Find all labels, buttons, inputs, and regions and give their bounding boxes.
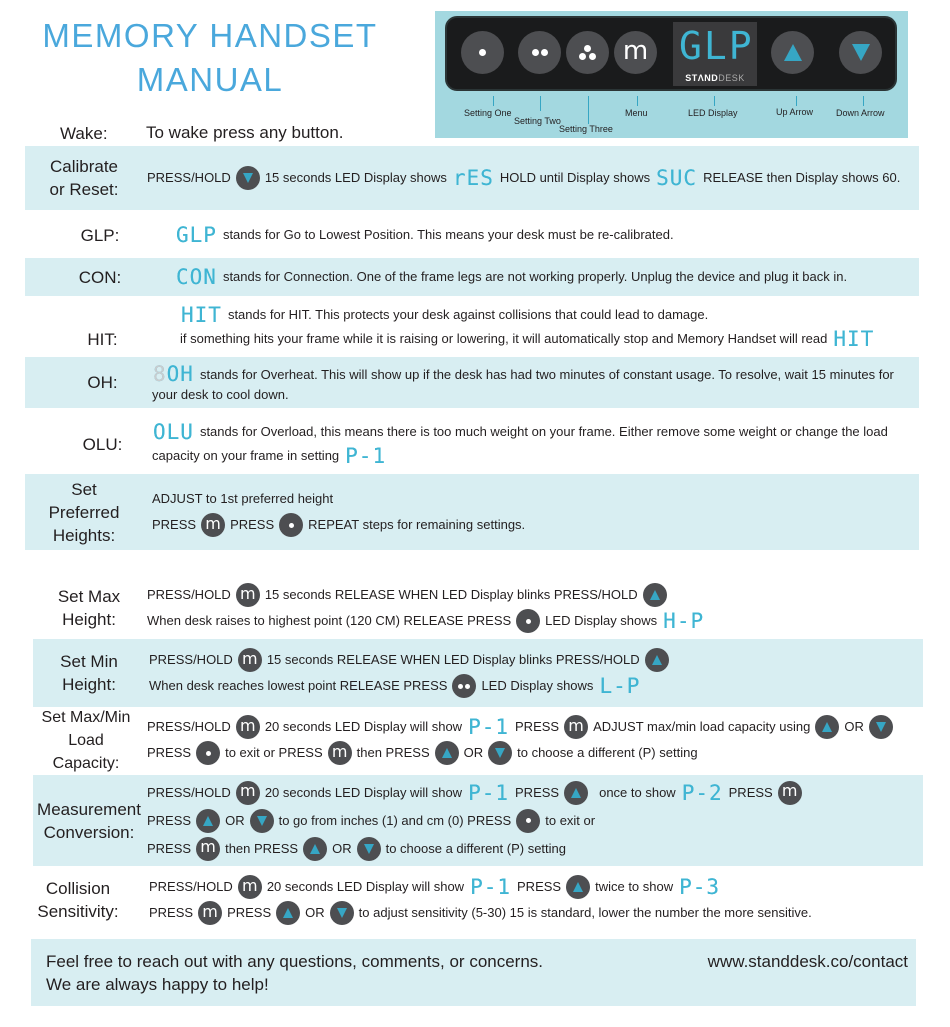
menu-m-icon: m <box>328 741 352 765</box>
led-glp: GLP <box>176 223 217 247</box>
min-height-content: PRESS/HOLD m 15 seconds RELEASE WHEN LED Display blinks PRESS/HOLD When desk reaches lowest point RELEASE PRESS LED Display shows L-P <box>149 647 669 699</box>
up-arrow-icon <box>643 583 667 607</box>
led-p1: P-1 <box>470 875 512 899</box>
led-p1: P-1 <box>468 715 510 739</box>
load-capacity-row <box>33 708 923 772</box>
oh-label: OH: <box>87 373 118 392</box>
setting-two-button <box>518 31 561 74</box>
up-arrow-button <box>771 31 814 74</box>
menu-m-icon: m <box>236 583 260 607</box>
setting-one-label: Setting One <box>464 108 512 118</box>
menu-m-icon: m <box>236 715 260 739</box>
max-height-label: Set Max Height: <box>57 587 121 629</box>
up-arrow-icon <box>784 44 802 61</box>
down-arrow-button <box>839 31 882 74</box>
led-p3: P-3 <box>679 875 721 899</box>
led-display-text: GLP <box>679 24 754 68</box>
collision-label: Collision Sensitivity: <box>37 879 119 921</box>
footer <box>31 939 916 1006</box>
two-dot-icon <box>541 49 548 56</box>
oh-row <box>25 357 919 408</box>
contact-link[interactable]: www.standdesk.co/contact <box>707 952 908 971</box>
setting-one-icon <box>279 513 303 537</box>
collision-row <box>33 872 923 928</box>
olu-content: OLU stands for Overload, this means there is too much weight on your frame. Either remove some weight or change the load capacity on your frame in setting P-1 <box>152 420 888 468</box>
led-hit: HIT <box>181 303 222 327</box>
hit-label: HIT: <box>87 329 118 349</box>
load-capacity-content: PRESS/HOLD m 20 seconds LED Display will show P-1 PRESS m ADJUST max/min load capacity using OR PRESS to exit or PRESS m then PRESS OR to choose a different (P) setting <box>147 714 893 766</box>
setting-one-icon <box>516 809 540 833</box>
menu-m-icon: m <box>238 648 262 672</box>
led-hp: H-P <box>663 609 705 633</box>
measurement-row <box>33 775 923 866</box>
title-line-1: MEMORY HANDSET <box>42 17 378 54</box>
down-arrow-icon <box>869 715 893 739</box>
setting-one-icon <box>196 741 220 765</box>
down-arrow-icon <box>236 166 260 190</box>
footer-line-2: We are always happy to help! <box>46 975 269 994</box>
measurement-content: PRESS/HOLD m 20 seconds LED Display will show P-1 PRESS once to show P-2 PRESS m PRESS OR to go from inches (1) and cm (0) PRESS to exit or PRESS m then PRESS OR to choose a different (P) setting <box>147 779 802 863</box>
menu-m-icon: m <box>198 901 222 925</box>
menu-m-icon: m <box>236 781 260 805</box>
menu-m-icon: m <box>778 781 802 805</box>
up-arrow-icon <box>566 875 590 899</box>
wake-row <box>60 120 344 146</box>
up-arrow-icon <box>815 715 839 739</box>
led-p1: P-1 <box>468 780 510 805</box>
menu-m-icon: m <box>238 875 262 899</box>
down-arrow-icon <box>488 741 512 765</box>
con-content: CON stands for Connection. One of the frame legs are not working properly. Unplug the device and plug it back in. <box>176 265 848 289</box>
max-height-content: PRESS/HOLD m 15 seconds RELEASE WHEN LED Display blinks PRESS/HOLD When desk raises to highest point (120 CM) RELEASE PRESS LED Display shows H-P <box>147 583 705 633</box>
down-arrow-icon <box>250 809 274 833</box>
led-p2: P-2 <box>681 780 723 805</box>
measurement-label: Measurement Conversion: <box>37 799 141 842</box>
preferred-row <box>25 474 919 550</box>
setting-one-button <box>461 31 504 74</box>
preferred-label: Set Preferred Heights: <box>48 479 120 545</box>
up-arrow-icon <box>276 901 300 925</box>
min-height-row <box>33 639 923 707</box>
down-arrow-icon <box>357 837 381 861</box>
max-height-row <box>33 580 923 636</box>
load-capacity-label: Set Max/Min Load Capacity: <box>41 708 131 772</box>
glp-label: GLP: <box>80 225 120 245</box>
olu-label: OLU: <box>82 434 123 454</box>
title-line-2: MANUAL <box>136 61 284 98</box>
up-arrow-icon <box>196 809 220 833</box>
led-olu: OLU <box>153 420 194 444</box>
down-arrow-label: Down Arrow <box>836 108 885 118</box>
led-p1: P-1 <box>345 444 387 468</box>
setting-two-icon <box>452 674 476 698</box>
wake-label: Wake: <box>60 123 108 143</box>
collision-content: PRESS/HOLD m 20 seconds LED Display will show P-1 PRESS twice to show P-3 PRESS m PRESS OR to adjust sensitivity (5-30) 15 is standard, lower the number the more sensitive. <box>149 874 812 926</box>
up-arrow-icon <box>564 781 588 805</box>
calibrate-row <box>25 146 919 210</box>
glp-row <box>25 215 919 255</box>
up-arrow-icon <box>303 837 327 861</box>
calibrate-label: Calibrate or Reset: <box>49 157 119 199</box>
calibrate-content: PRESS/HOLD 15 seconds LED Display shows rES HOLD until Display shows SUC RELEASE then Display shows 60. <box>147 166 901 190</box>
setting-one-icon <box>516 609 540 633</box>
three-dot-icon <box>579 45 597 61</box>
handset-diagram <box>435 11 908 138</box>
menu-button <box>614 31 657 74</box>
footer-line-1: Feel free to reach out with any questions, comments, or concerns. <box>46 952 544 971</box>
setting-two-label: Setting Two <box>514 116 561 126</box>
con-row <box>25 258 919 296</box>
led-lp: L-P <box>599 674 641 698</box>
setting-three-label: Setting Three <box>559 124 613 134</box>
led-display-label: LED Display <box>688 108 738 118</box>
con-label: CON: <box>78 267 122 287</box>
up-arrow-label: Up Arrow <box>776 107 814 117</box>
preferred-content: ADJUST to 1st preferred height PRESS m PRESS REPEAT steps for remaining settings. <box>152 486 525 538</box>
hit-row <box>25 302 919 352</box>
led-con: CON <box>176 265 217 289</box>
setting-three-button <box>566 31 609 74</box>
menu-m-icon: m <box>201 513 225 537</box>
menu-label: Menu <box>625 108 648 118</box>
one-dot-icon <box>479 49 486 56</box>
m-icon: m <box>622 35 649 66</box>
down-arrow-icon <box>852 44 870 61</box>
standdesk-logo: STΛNDDESK <box>685 73 745 83</box>
led-display <box>673 22 757 86</box>
led-res: rES <box>452 166 494 190</box>
min-height-label: Set Min Height: <box>60 652 118 694</box>
olu-row <box>25 418 919 470</box>
down-arrow-icon <box>330 901 354 925</box>
led-oh: 8OH <box>153 362 194 386</box>
handset-body <box>445 16 897 91</box>
menu-m-icon: m <box>196 837 220 861</box>
glp-content: GLP stands for Go to Lowest Position. This means your desk must be re-calibrated. <box>176 223 674 247</box>
hit-content: HIT stands for HIT. This protects your desk against collisions that could lead to damage. if something hits your frame while it is raising or lowering, it will automatically stop and Memory Handset will read HIT <box>180 303 875 351</box>
led-suc: SUC <box>656 166 698 190</box>
led-hit-2: HIT <box>833 327 875 351</box>
page-title <box>40 14 380 102</box>
menu-m-icon: m <box>564 715 588 739</box>
up-arrow-icon <box>435 741 459 765</box>
oh-content: 8OH stands for Overheat. This will show up if the desk has had two minutes of constant usage. To resolve, wait 15 minutes for your desk to cool down. <box>152 362 894 402</box>
up-arrow-icon <box>645 648 669 672</box>
wake-text: To wake press any button. <box>146 123 344 142</box>
